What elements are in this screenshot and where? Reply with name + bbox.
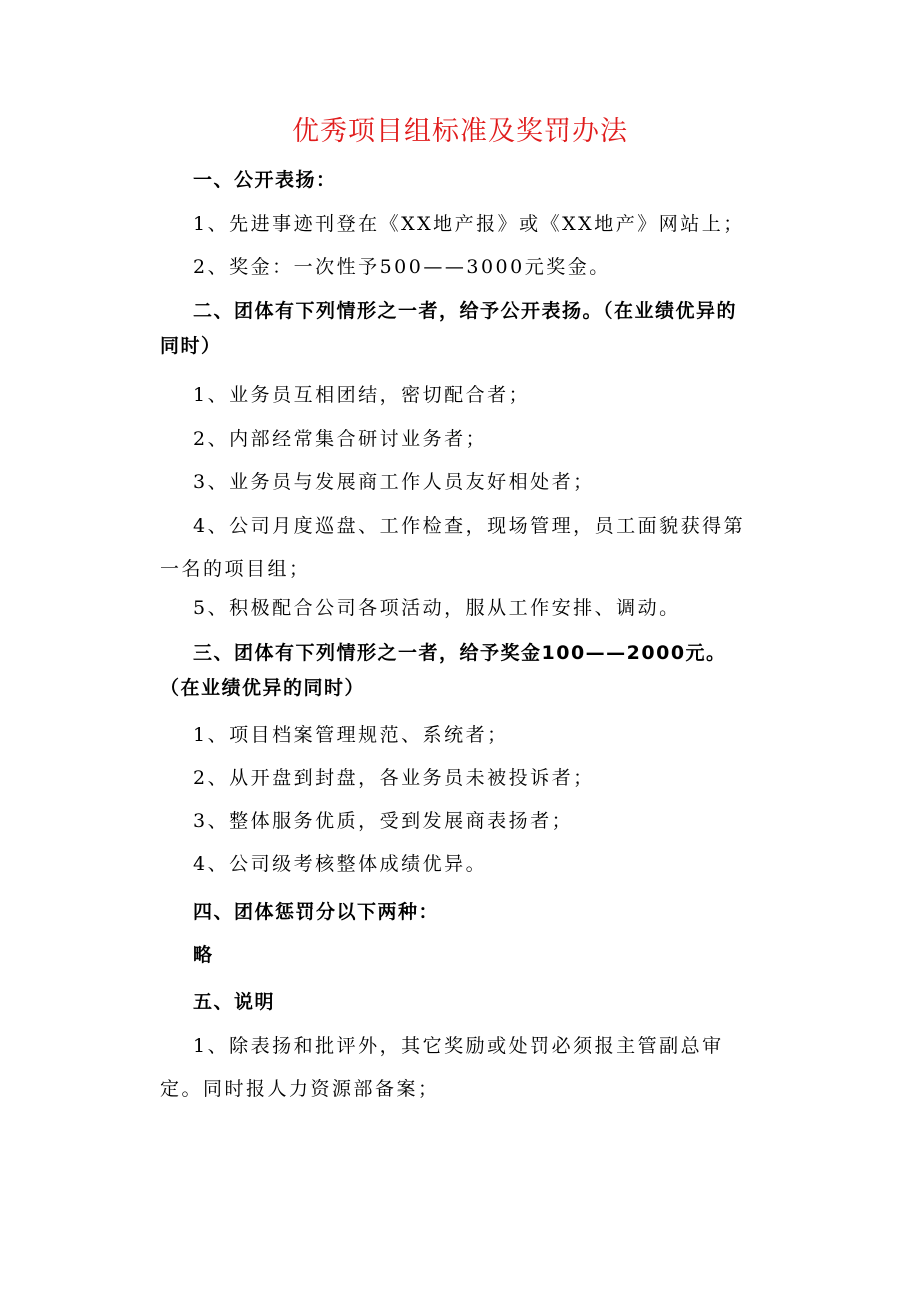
section-heading-5: 五、说明 — [193, 991, 276, 1013]
list-item: 2、奖金：一次性予500——3000元奖金。 — [193, 256, 611, 278]
section-heading-1: 一、公开表扬： — [193, 169, 337, 191]
section-body-4: 略 — [193, 944, 214, 966]
list-item: 5、积极配合公司各项活动，服从工作安排、调动。 — [193, 597, 681, 619]
list-item: 1、业务员互相团结，密切配合者； — [193, 384, 531, 406]
section-heading-4: 四、团体惩罚分以下两种： — [193, 901, 440, 923]
list-item: 4、公司级考核整体成绩优异。 — [193, 853, 488, 875]
list-item: 1、除表扬和批评外，其它奖励或处罚必须报主管副总审定。同时报人力资源部备案； — [160, 1035, 724, 1100]
list-item: 1、项目档案管理规范、系统者； — [193, 724, 509, 746]
document-title: 优秀项目组标准及奖罚办法 — [292, 116, 628, 147]
list-item: 3、整体服务优质，受到发展商表扬者； — [193, 810, 574, 832]
list-item: 2、内部经常集合研讨业务者； — [193, 428, 488, 450]
list-item: 1、先进事迹刊登在《XX地产报》或《XX地产》网站上； — [193, 213, 745, 235]
list-item: 4、公司月度巡盘、工作检查，现场管理，员工面貌获得第一名的项目组； — [160, 515, 746, 580]
list-item: 3、业务员与发展商工作人员友好相处者； — [193, 471, 595, 493]
section-heading-3: 三、团体有下列情形之一者，给予奖金100——2000元。（在业绩优异的同时） — [160, 642, 727, 699]
list-item: 2、从开盘到封盘，各业务员未被投诉者； — [193, 767, 595, 789]
section-heading-2: 二、团体有下列情形之一者，给予公开表扬。（在业绩优异的同时） — [160, 300, 738, 357]
